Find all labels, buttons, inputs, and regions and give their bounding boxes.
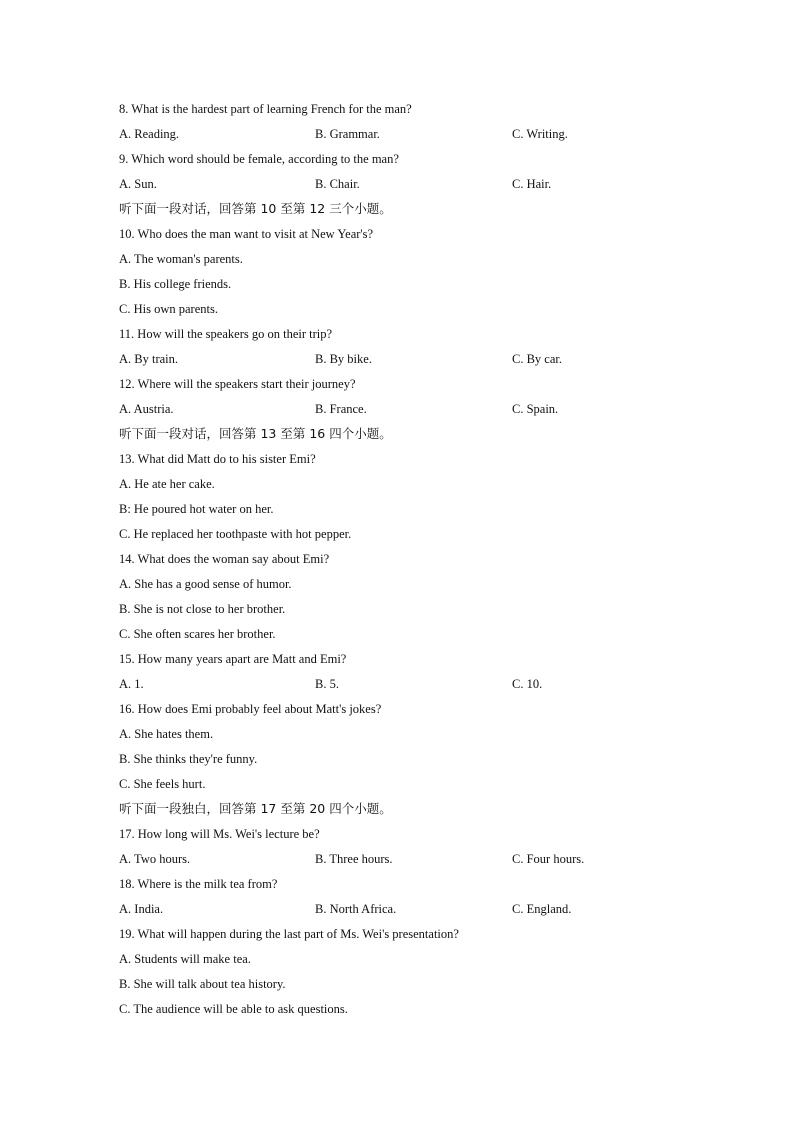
question-line: C. She feels hurt. <box>119 777 206 791</box>
option-a: A. Sun. <box>119 177 157 191</box>
question-line: 18. Where is the milk tea from? <box>119 877 278 891</box>
question-line: 10. Who does the man want to visit at New Year's? <box>119 227 374 241</box>
question-line: A. She hates them. <box>119 727 214 741</box>
question-line: B. She will talk about tea history. <box>119 977 286 991</box>
question-line: C. She often scares her brother. <box>119 627 276 641</box>
option-b: B. Chair. <box>315 177 360 191</box>
option-c: C. By car. <box>512 352 562 366</box>
question-line: 8. What is the hardest part of learning French for the man? <box>119 102 412 116</box>
question-line: 16. How does Emi probably feel about Matt's jokes? <box>119 702 382 716</box>
question-line: A. The woman's parents. <box>119 252 243 266</box>
option-a: A. By train. <box>119 352 179 366</box>
question-line: 14. What does the woman say about Emi? <box>119 552 330 566</box>
option-c: C. Four hours. <box>512 852 585 866</box>
option-c: C. England. <box>512 902 572 916</box>
question-line: A. He ate her cake. <box>119 477 215 491</box>
question-line: A. Students will make tea. <box>119 952 251 966</box>
option-row <box>119 174 719 199</box>
option-a: A. India. <box>119 902 164 916</box>
section-instruction: 听下面一段对话，回答第 10 至第 12 三个小题。 <box>119 201 392 216</box>
question-line: C. The audience will be able to ask questions. <box>119 1002 348 1016</box>
option-b: B. North Africa. <box>315 902 397 916</box>
question-line: B: He poured hot water on her. <box>119 502 274 516</box>
question-line: B. His college friends. <box>119 277 232 291</box>
option-a: A. Two hours. <box>119 852 191 866</box>
option-c: C. Hair. <box>512 177 552 191</box>
question-line: A. She has a good sense of humor. <box>119 577 292 591</box>
option-b: B. By bike. <box>315 352 372 366</box>
question-line: 19. What will happen during the last part of Ms. Wei's presentation? <box>119 927 459 941</box>
question-line: 15. How many years apart are Matt and Emi? <box>119 652 347 666</box>
option-row <box>119 399 719 424</box>
option-a: A. Reading. <box>119 127 180 141</box>
question-line: 11. How will the speakers go on their trip? <box>119 327 333 341</box>
option-row <box>119 674 719 699</box>
option-b: B. Grammar. <box>315 127 380 141</box>
question-line: 12. Where will the speakers start their journey? <box>119 377 356 391</box>
option-c: C. 10. <box>512 677 543 691</box>
exam-page <box>119 99 719 1024</box>
option-row <box>119 849 719 874</box>
question-line: B. She is not close to her brother. <box>119 602 286 616</box>
option-row <box>119 349 719 374</box>
question-line: 17. How long will Ms. Wei's lecture be? <box>119 827 320 841</box>
question-line: C. His own parents. <box>119 302 218 316</box>
question-line: C. He replaced her toothpaste with hot pepper. <box>119 527 352 541</box>
option-c: C. Writing. <box>512 127 568 141</box>
option-c: C. Spain. <box>512 402 559 416</box>
option-b: B. Three hours. <box>315 852 393 866</box>
option-b: B. France. <box>315 402 367 416</box>
option-a: A. 1. <box>119 677 144 691</box>
question-line: 13. What did Matt do to his sister Emi? <box>119 452 316 466</box>
section-instruction: 听下面一段独白，回答第 17 至第 20 四个小题。 <box>119 801 392 816</box>
option-row <box>119 124 719 149</box>
question-line: B. She thinks they're funny. <box>119 752 258 766</box>
section-instruction: 听下面一段对话，回答第 13 至第 16 四个小题。 <box>119 426 392 441</box>
option-row <box>119 899 719 924</box>
option-a: A. Austria. <box>119 402 174 416</box>
question-line: 9. Which word should be female, according to the man? <box>119 152 399 166</box>
option-b: B. 5. <box>315 677 339 691</box>
